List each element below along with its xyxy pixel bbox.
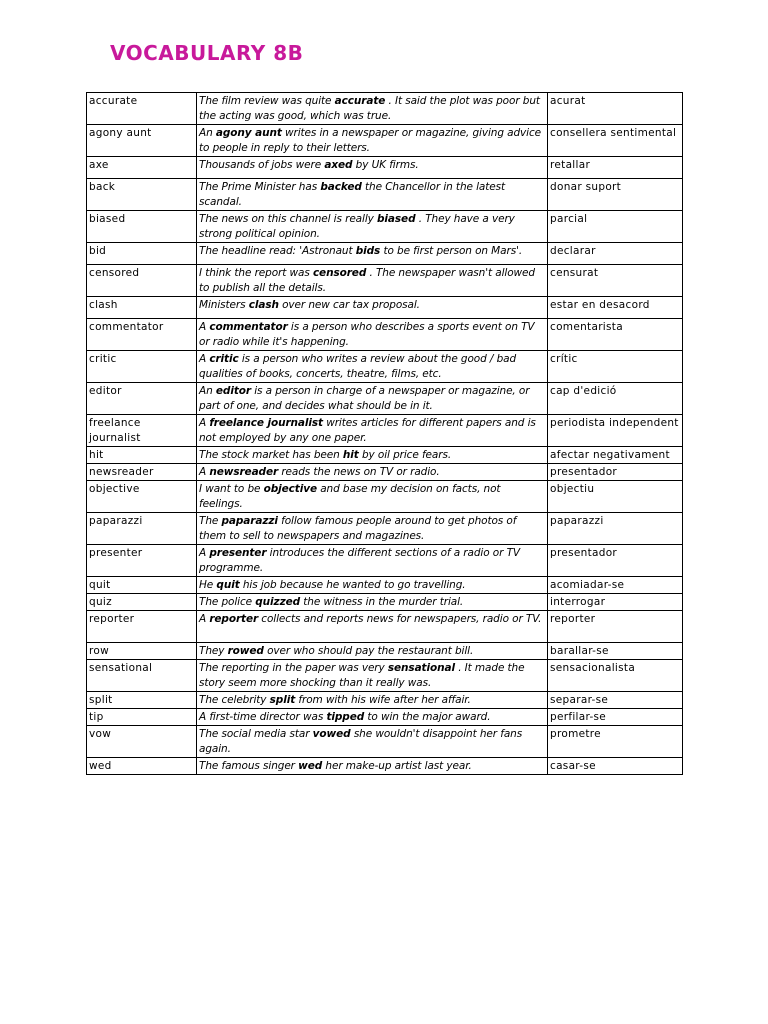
table-row bbox=[87, 643, 683, 660]
vocab-word: accurate bbox=[87, 93, 197, 125]
example-text-before: Thousands of jobs were bbox=[199, 159, 325, 171]
example-text-after: over new car tax proposal. bbox=[278, 299, 420, 311]
example-text-after: the witness in the murder trial. bbox=[300, 596, 464, 608]
table-row bbox=[87, 297, 683, 319]
example-text-after: introduces the different sections of a radio or TV programme. bbox=[199, 547, 520, 574]
table-row bbox=[87, 415, 683, 447]
example-keyword: freelance journalist bbox=[209, 417, 323, 429]
vocab-word: row bbox=[87, 643, 197, 660]
table-row bbox=[87, 383, 683, 415]
translation: afectar negativament bbox=[548, 447, 683, 464]
vocabulary-table bbox=[86, 92, 683, 775]
example-keyword: censored bbox=[312, 267, 367, 279]
table-row bbox=[87, 692, 683, 709]
example-sentence bbox=[197, 383, 548, 415]
example-sentence bbox=[197, 577, 548, 594]
example-keyword: reporter bbox=[209, 613, 259, 625]
example-text-after: is a person who writes a review about the good / bad qualities of books, concerts, theatre, films, etc. bbox=[199, 353, 517, 380]
example-text-after: . They have a very strong political opinion. bbox=[199, 213, 515, 240]
example-text-before: An bbox=[199, 127, 216, 139]
example-sentence bbox=[197, 513, 548, 545]
vocab-word: split bbox=[87, 692, 197, 709]
translation: cap d'edició bbox=[548, 383, 683, 415]
vocab-word: hit bbox=[87, 447, 197, 464]
vocab-word: wed bbox=[87, 758, 197, 775]
table-row bbox=[87, 319, 683, 351]
example-text-before: The reporting in the paper was very bbox=[199, 662, 388, 674]
vocab-word: freelance journalist bbox=[87, 415, 197, 447]
table-row bbox=[87, 157, 683, 179]
example-text-before: He bbox=[199, 579, 217, 591]
example-text-after: from with his wife after her affair. bbox=[295, 694, 471, 706]
table-row bbox=[87, 211, 683, 243]
translation: barallar-se bbox=[548, 643, 683, 660]
example-text-before: A bbox=[199, 321, 210, 333]
example-text-after: reads the news on TV or radio. bbox=[278, 466, 440, 478]
vocabulary-table-body bbox=[87, 93, 683, 775]
vocab-word: commentator bbox=[87, 319, 197, 351]
table-row bbox=[87, 125, 683, 157]
vocab-word: reporter bbox=[87, 611, 197, 643]
table-row bbox=[87, 243, 683, 265]
example-text-after: by UK firms. bbox=[352, 159, 419, 171]
table-row bbox=[87, 577, 683, 594]
example-keyword: tipped bbox=[326, 711, 365, 723]
example-text-after: to win the major award. bbox=[364, 711, 491, 723]
example-text-after: is a person in charge of a newspaper or magazine, or part of one, and decides what should be in it. bbox=[199, 385, 530, 412]
example-sentence bbox=[197, 415, 548, 447]
example-keyword: vowed bbox=[312, 728, 351, 740]
example-text-before: The famous singer bbox=[199, 760, 299, 772]
translation: parcial bbox=[548, 211, 683, 243]
translation: crític bbox=[548, 351, 683, 383]
example-text-after: collects and reports news for newspapers, radio or TV. bbox=[258, 613, 542, 625]
example-text-after: she wouldn't disappoint her fans again. bbox=[199, 728, 523, 755]
example-keyword: accurate bbox=[334, 95, 386, 107]
example-keyword: agony aunt bbox=[215, 127, 282, 139]
example-text-after: the Chancellor in the latest scandal. bbox=[199, 181, 506, 208]
example-text-before: The stock market has been bbox=[199, 449, 343, 461]
example-keyword: quizzed bbox=[255, 596, 301, 608]
example-keyword: commentator bbox=[209, 321, 288, 333]
example-text-before: They bbox=[199, 645, 228, 657]
example-text-after: follow famous people around to get photos of them to sell to newspapers and magazines. bbox=[199, 515, 517, 542]
vocab-word: biased bbox=[87, 211, 197, 243]
example-text-after: by oil price fears. bbox=[358, 449, 452, 461]
example-sentence bbox=[197, 211, 548, 243]
example-keyword: critic bbox=[209, 353, 239, 365]
example-sentence bbox=[197, 179, 548, 211]
translation: estar en desacord bbox=[548, 297, 683, 319]
vocab-word: quiz bbox=[87, 594, 197, 611]
translation: separar-se bbox=[548, 692, 683, 709]
table-row bbox=[87, 481, 683, 513]
example-sentence bbox=[197, 726, 548, 758]
vocab-word: quit bbox=[87, 577, 197, 594]
example-text-before: An bbox=[199, 385, 216, 397]
translation: declarar bbox=[548, 243, 683, 265]
example-sentence bbox=[197, 319, 548, 351]
example-sentence bbox=[197, 157, 548, 179]
translation: interrogar bbox=[548, 594, 683, 611]
translation: perfilar-se bbox=[548, 709, 683, 726]
table-row bbox=[87, 464, 683, 481]
vocab-word: back bbox=[87, 179, 197, 211]
example-sentence bbox=[197, 125, 548, 157]
translation: consellera sentimental bbox=[548, 125, 683, 157]
table-row bbox=[87, 513, 683, 545]
table-row bbox=[87, 179, 683, 211]
table-row bbox=[87, 594, 683, 611]
vocab-word: censored bbox=[87, 265, 197, 297]
example-text-after: writes in a newspaper or magazine, giving advice to people in reply to their letters. bbox=[199, 127, 542, 154]
translation: objectiu bbox=[548, 481, 683, 513]
vocab-word: editor bbox=[87, 383, 197, 415]
translation: prometre bbox=[548, 726, 683, 758]
vocab-word: clash bbox=[87, 297, 197, 319]
example-text-before: The social media star bbox=[199, 728, 313, 740]
example-text-before: The news on this channel is really bbox=[199, 213, 377, 225]
vocab-word: paparazzi bbox=[87, 513, 197, 545]
table-row bbox=[87, 447, 683, 464]
example-keyword: paparazzi bbox=[221, 515, 278, 527]
example-keyword: wed bbox=[298, 760, 323, 772]
example-text-before: A bbox=[199, 417, 210, 429]
vocab-word: vow bbox=[87, 726, 197, 758]
example-text-before: Ministers bbox=[199, 299, 249, 311]
translation: paparazzi bbox=[548, 513, 683, 545]
table-row bbox=[87, 660, 683, 692]
table-row bbox=[87, 93, 683, 125]
vocab-word: presenter bbox=[87, 545, 197, 577]
example-text-before: The bbox=[199, 515, 222, 527]
example-text-after: and base my decision on facts, not feelings. bbox=[199, 483, 501, 510]
example-text-after: his job because he wanted to go travelling. bbox=[239, 579, 466, 591]
example-keyword: hit bbox=[342, 449, 359, 461]
table-row bbox=[87, 265, 683, 297]
example-keyword: biased bbox=[377, 213, 416, 225]
example-sentence bbox=[197, 243, 548, 265]
example-sentence bbox=[197, 594, 548, 611]
example-text-after: writes articles for different papers and is not employed by any one paper. bbox=[199, 417, 536, 444]
example-keyword: presenter bbox=[209, 547, 267, 559]
vocab-word: newsreader bbox=[87, 464, 197, 481]
example-text-before: I want to be bbox=[199, 483, 264, 495]
example-keyword: clash bbox=[248, 299, 279, 311]
example-keyword: axed bbox=[324, 159, 353, 171]
translation: donar suport bbox=[548, 179, 683, 211]
table-row bbox=[87, 351, 683, 383]
vocab-word: axe bbox=[87, 157, 197, 179]
example-text-before: I think the report was bbox=[199, 267, 313, 279]
example-text-after: over who should pay the restaurant bill. bbox=[263, 645, 474, 657]
vocab-word: bid bbox=[87, 243, 197, 265]
example-sentence bbox=[197, 297, 548, 319]
example-text-after: to be first person on Mars'. bbox=[380, 245, 523, 257]
example-sentence bbox=[197, 545, 548, 577]
example-sentence bbox=[197, 93, 548, 125]
example-text-before: A bbox=[199, 353, 210, 365]
example-sentence bbox=[197, 611, 548, 643]
example-text-after: her make-up artist last year. bbox=[322, 760, 472, 772]
translation: presentador bbox=[548, 464, 683, 481]
example-keyword: bids bbox=[355, 245, 381, 257]
example-text-before: A first-time director was bbox=[199, 711, 327, 723]
example-text-before: The film review was quite bbox=[199, 95, 335, 107]
translation: retallar bbox=[548, 157, 683, 179]
example-sentence bbox=[197, 709, 548, 726]
vocab-word: critic bbox=[87, 351, 197, 383]
example-keyword: sensational bbox=[387, 662, 455, 674]
table-row bbox=[87, 758, 683, 775]
vocab-word: agony aunt bbox=[87, 125, 197, 157]
vocab-word: tip bbox=[87, 709, 197, 726]
page-title: VOCABULARY 8B bbox=[110, 41, 304, 65]
example-sentence bbox=[197, 265, 548, 297]
example-sentence bbox=[197, 758, 548, 775]
example-text-before: The celebrity bbox=[199, 694, 270, 706]
example-sentence bbox=[197, 481, 548, 513]
example-text-after: . It said the plot was poor but the acting was good, which was true. bbox=[199, 95, 540, 122]
table-row bbox=[87, 709, 683, 726]
example-text-before: A bbox=[199, 613, 210, 625]
example-keyword: split bbox=[269, 694, 296, 706]
example-sentence bbox=[197, 447, 548, 464]
example-sentence bbox=[197, 643, 548, 660]
example-text-before: A bbox=[199, 547, 210, 559]
example-text-before: The Prime Minister has bbox=[199, 181, 321, 193]
example-text-after: is a person who describes a sports event on TV or radio while it's happening. bbox=[199, 321, 535, 348]
translation: casar-se bbox=[548, 758, 683, 775]
translation: acurat bbox=[548, 93, 683, 125]
example-keyword: objective bbox=[263, 483, 317, 495]
translation: acomiadar-se bbox=[548, 577, 683, 594]
translation: censurat bbox=[548, 265, 683, 297]
table-row bbox=[87, 611, 683, 643]
vocab-word: sensational bbox=[87, 660, 197, 692]
example-keyword: rowed bbox=[227, 645, 264, 657]
example-text-before: The headline read: 'Astronaut bbox=[199, 245, 356, 257]
table-row bbox=[87, 545, 683, 577]
translation: presentador bbox=[548, 545, 683, 577]
translation: periodista independent bbox=[548, 415, 683, 447]
example-text-after: . The newspaper wasn't allowed to publish all the details. bbox=[199, 267, 535, 294]
translation: reporter bbox=[548, 611, 683, 643]
example-text-after: . It made the story seem more shocking than it really was. bbox=[199, 662, 525, 689]
example-text-before: The police bbox=[199, 596, 256, 608]
example-keyword: newsreader bbox=[209, 466, 279, 478]
example-sentence bbox=[197, 464, 548, 481]
vocab-word: objective bbox=[87, 481, 197, 513]
example-keyword: editor bbox=[215, 385, 251, 397]
translation: comentarista bbox=[548, 319, 683, 351]
example-keyword: backed bbox=[320, 181, 362, 193]
table-row bbox=[87, 726, 683, 758]
translation: sensacionalista bbox=[548, 660, 683, 692]
example-keyword: quit bbox=[216, 579, 240, 591]
example-sentence bbox=[197, 660, 548, 692]
example-text-before: A bbox=[199, 466, 210, 478]
example-sentence bbox=[197, 351, 548, 383]
example-sentence bbox=[197, 692, 548, 709]
